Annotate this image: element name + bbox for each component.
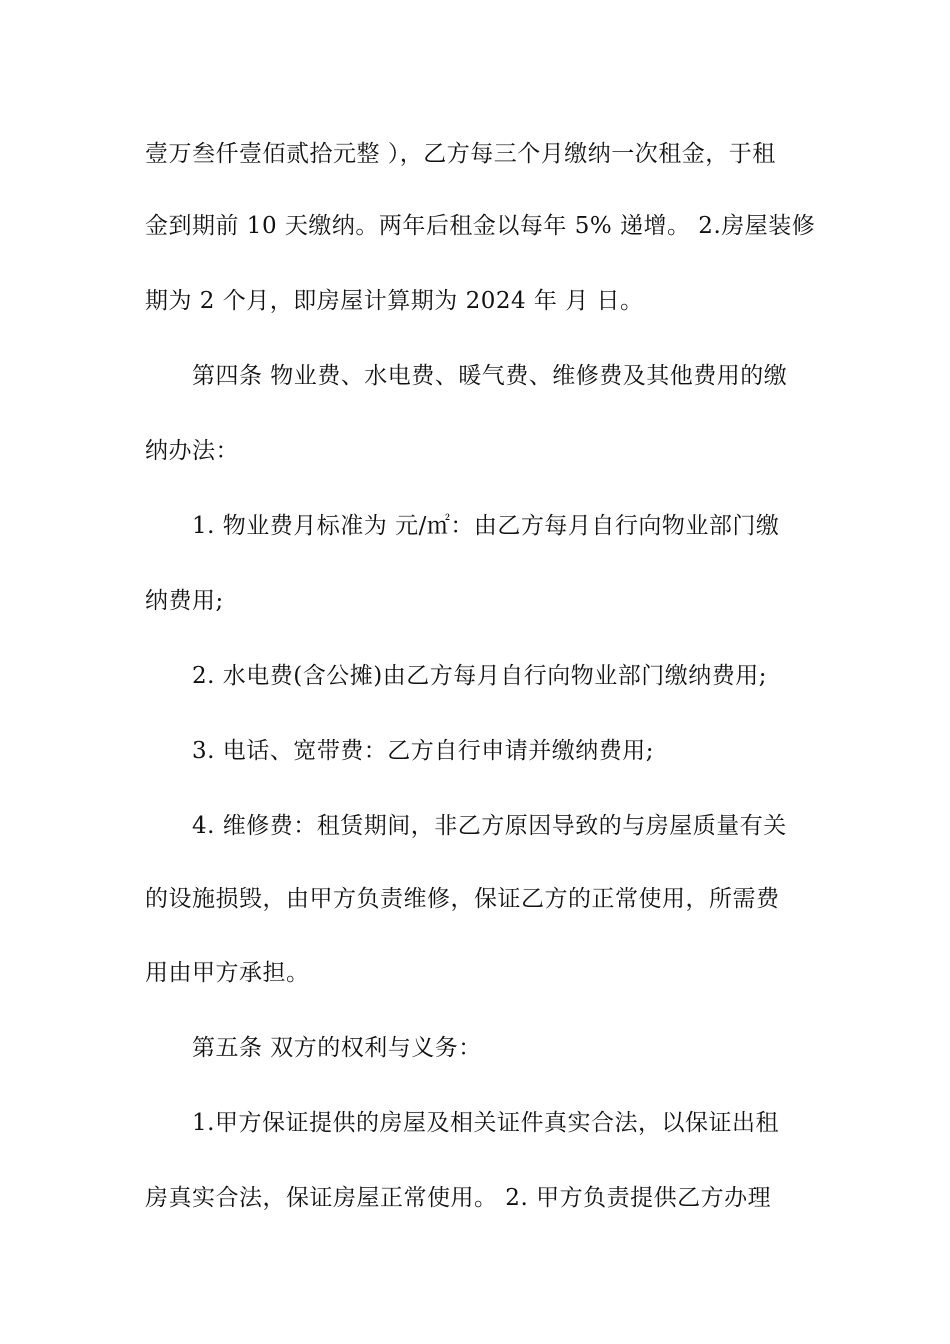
section-heading-article-4: 第四条 物业费、水电费、暖气费、维修费及其他费用的缴: [192, 363, 788, 389]
text-line: 纳办法：: [145, 438, 239, 464]
list-item: 1. 物业费月标准为 元/㎡：由乙方每月自行向物业部门缴: [192, 513, 780, 539]
text-line: 纳费用;: [145, 588, 224, 614]
list-item: 2. 水电费(含公摊)由乙方每月自行向物业部门缴纳费用;: [192, 663, 767, 689]
list-item: 4. 维修费：租赁期间，非乙方原因导致的与房屋质量有关: [192, 813, 787, 839]
text-line: 的设施损毁，由甲方负责维修，保证乙方的正常使用，所需费: [145, 886, 780, 912]
list-item: 1.甲方保证提供的房屋及相关证件真实合法，以保证出租: [192, 1110, 779, 1136]
text-line: 金到期前 10 天缴纳。两年后租金以每年 5% 递增。 2.房屋装修: [145, 213, 816, 239]
list-item: 3. 电话、宽带费：乙方自行申请并缴纳费用;: [192, 738, 655, 764]
text-line: 壹万叁仟壹佰贰拾元整 ），乙方每三个月缴纳一次租金，于租: [145, 141, 776, 167]
text-line: 用由甲方承担。: [145, 960, 310, 986]
text-line: 房真实合法，保证房屋正常使用。 2. 甲方负责提供乙方办理: [145, 1185, 772, 1211]
section-heading-article-5: 第五条 双方的权利与义务：: [192, 1035, 482, 1061]
text-line: 期为 2 个月，即房屋计算期为 2024 年 月 日。: [145, 288, 644, 314]
